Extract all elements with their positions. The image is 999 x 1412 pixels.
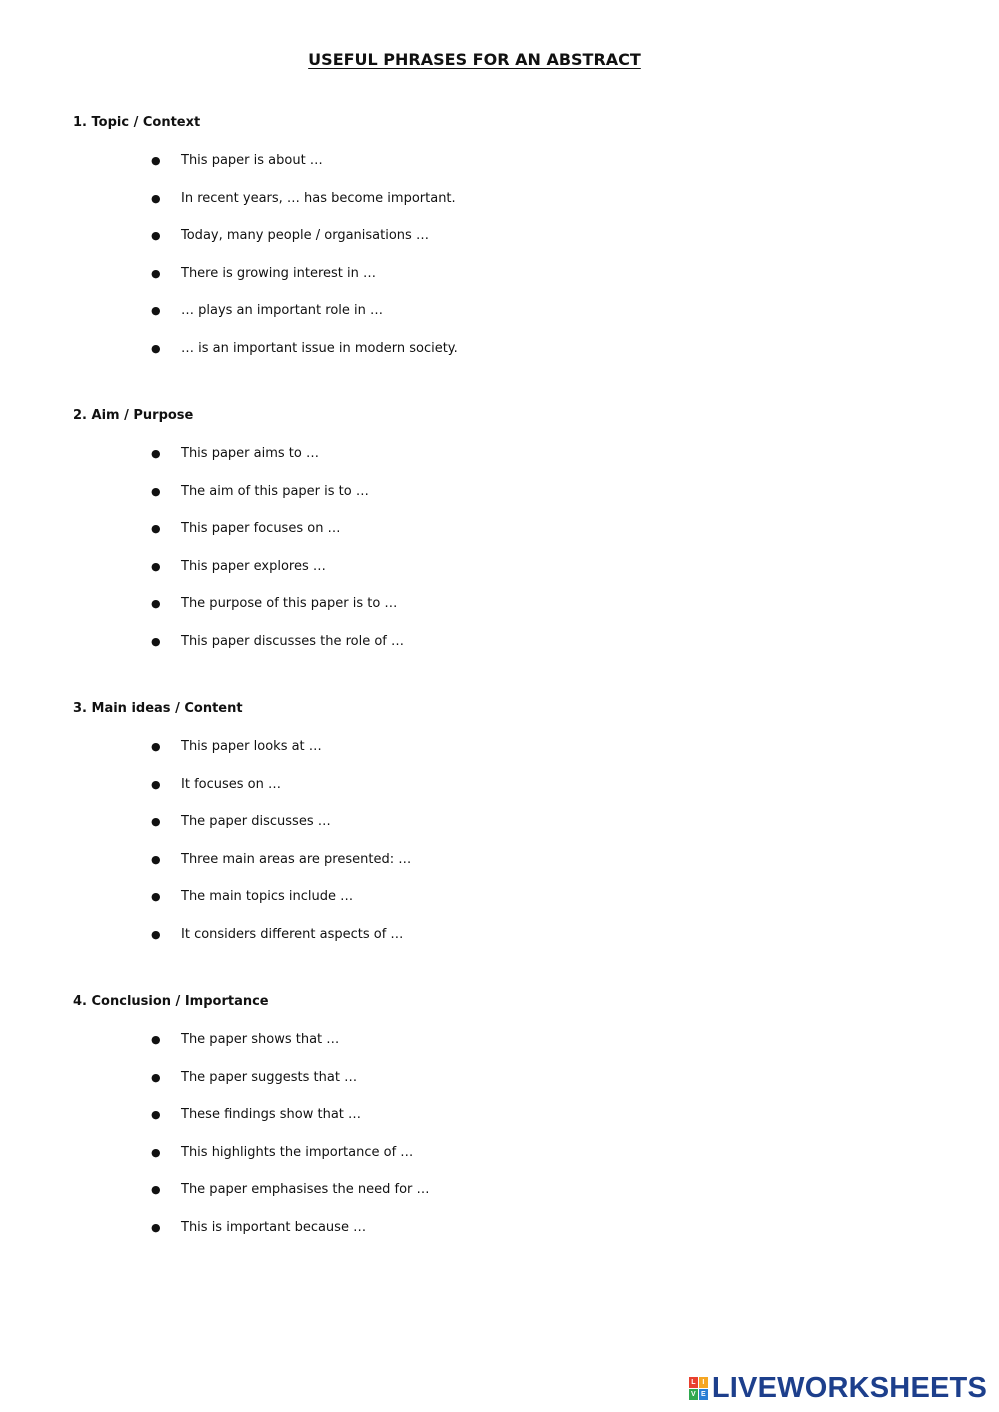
phrase-item <box>73 482 933 520</box>
phrase-item <box>73 301 933 339</box>
phrase-item <box>73 1180 933 1218</box>
phrase-text: The purpose of this paper is to … <box>181 596 398 611</box>
phrase-text: … is an important issue in modern society. <box>181 340 458 356</box>
logo-text: LIVEWORKSHEETS <box>711 1371 987 1404</box>
phrase-text: Today, many people / organisations … <box>181 228 429 243</box>
phrase-item <box>73 339 933 377</box>
section-heading: 4. Conclusion / Importance <box>73 994 269 1009</box>
phrase-item <box>73 850 933 888</box>
section-heading: 2. Aim / Purpose <box>73 408 194 423</box>
bullet-icon: ● <box>151 1070 161 1084</box>
phrase-item <box>73 1068 933 1106</box>
phrase-item <box>73 1218 933 1256</box>
bullet-icon: ● <box>151 1183 161 1196</box>
phrase-item <box>73 737 933 775</box>
bullet-icon: ● <box>151 229 161 242</box>
phrase-text: The paper shows that … <box>181 1032 340 1047</box>
phrase-text: This paper focuses on … <box>181 521 341 536</box>
phrase-item <box>73 151 933 189</box>
phrase-text: The paper discusses … <box>181 814 331 829</box>
phrase-item <box>73 444 933 482</box>
phrase-text: This paper looks at … <box>181 739 322 754</box>
bullet-icon: ● <box>151 777 161 791</box>
section-heading: 3. Main ideas / Content <box>73 701 243 716</box>
bullet-icon: ● <box>151 740 161 753</box>
phrase-item <box>73 775 933 813</box>
bullet-icon: ● <box>151 484 161 498</box>
phrase-item <box>73 264 933 302</box>
phrase-text: It focuses on … <box>181 776 281 792</box>
bullet-icon: ● <box>151 1145 161 1159</box>
phrase-item <box>73 594 933 632</box>
phrase-text: The aim of this paper is to … <box>181 483 369 499</box>
phrase-text: These findings show that … <box>181 1107 362 1122</box>
bullet-icon: ● <box>151 1220 161 1234</box>
phrase-text: This paper discusses the role of … <box>181 633 404 649</box>
phrase-text: This paper is about … <box>181 153 323 168</box>
phrase-text: This paper explores … <box>181 558 326 574</box>
logo-mark-tile: V <box>689 1389 698 1400</box>
phrase-list <box>73 737 933 962</box>
phrase-item <box>73 887 933 925</box>
phrase-item <box>73 925 933 963</box>
logo-mark-tile: L <box>689 1377 698 1388</box>
phrase-text: In recent years, … has become important. <box>181 190 456 206</box>
phrase-text: It considers different aspects of … <box>181 926 404 942</box>
phrase-list <box>73 1030 933 1255</box>
phrase-text: The paper emphasises the need for … <box>181 1182 430 1197</box>
bullet-icon: ● <box>151 597 161 610</box>
bullet-icon: ● <box>151 890 161 903</box>
phrase-item <box>73 632 933 670</box>
bullet-icon: ● <box>151 191 161 205</box>
bullet-icon: ● <box>151 447 161 460</box>
bullet-icon: ● <box>151 341 161 355</box>
phrase-text: There is growing interest in … <box>181 265 377 281</box>
bullet-icon: ● <box>151 815 161 828</box>
phrase-item <box>73 226 933 264</box>
phrase-item <box>73 812 933 850</box>
section-3 <box>73 699 933 962</box>
phrase-text: This paper aims to … <box>181 446 319 461</box>
section-4 <box>73 992 933 1255</box>
phrase-item <box>73 557 933 595</box>
phrase-item <box>73 189 933 227</box>
phrase-text: … plays an important role in … <box>181 303 383 318</box>
phrase-item <box>73 1105 933 1143</box>
logo-mark-tile: I <box>699 1377 708 1388</box>
phrase-list <box>73 151 933 376</box>
logo-mark-tile: E <box>699 1389 708 1400</box>
bullet-icon: ● <box>151 266 161 280</box>
section-heading: 1. Topic / Context <box>73 115 201 130</box>
phrase-list <box>73 444 933 669</box>
phrase-item <box>73 519 933 557</box>
section-1 <box>73 113 933 376</box>
phrase-text: The paper suggests that … <box>181 1069 358 1085</box>
phrase-text: The main topics include … <box>181 889 354 904</box>
phrase-text: This highlights the importance of … <box>181 1144 414 1160</box>
logo-mark-icon <box>689 1377 708 1400</box>
bullet-icon: ● <box>151 522 161 535</box>
bullet-icon: ● <box>151 634 161 648</box>
bullet-icon: ● <box>151 559 161 573</box>
section-2 <box>73 406 933 669</box>
bullet-icon: ● <box>151 852 161 866</box>
bullet-icon: ● <box>151 1108 161 1121</box>
phrase-item <box>73 1143 933 1181</box>
page-title: USEFUL PHRASES FOR AN ABSTRACT <box>308 50 641 69</box>
bullet-icon: ● <box>151 154 161 167</box>
phrase-item <box>73 1030 933 1068</box>
phrase-text: Three main areas are presented: … <box>181 851 412 867</box>
bullet-icon: ● <box>151 304 161 317</box>
bullet-icon: ● <box>151 1033 161 1046</box>
phrase-text: This is important because … <box>181 1219 367 1235</box>
liveworksheets-logo <box>689 1373 987 1403</box>
bullet-icon: ● <box>151 927 161 941</box>
